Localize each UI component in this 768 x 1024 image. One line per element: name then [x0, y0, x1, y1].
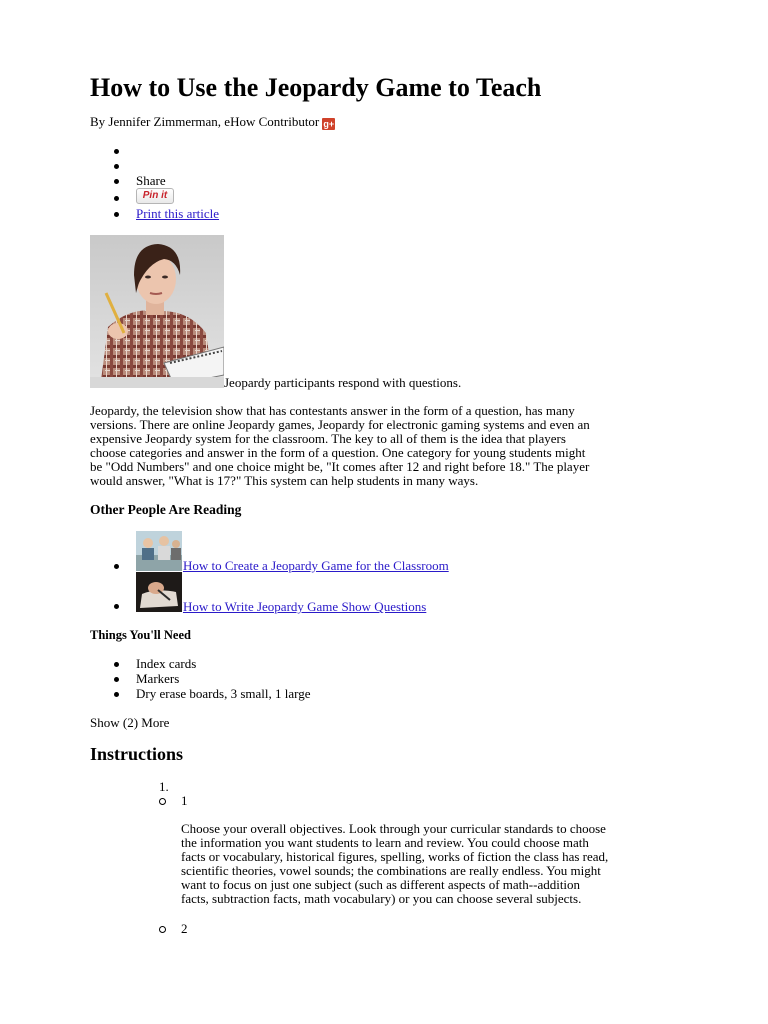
related-list-bullet [114, 604, 119, 609]
related-article-link[interactable]: How to Create a Jeopardy Game for the Classroom [183, 558, 449, 573]
needs-list-item: Markers [136, 671, 180, 686]
step-text: Choose your overall objectives. Look through your curricular standards to choose the information you want students to learn and review. You could choose math facts or vocabulary, historical figures, spelling, works of fiction the class has read, scientific theories, vowel sounds; the combinations are really endless. You might want to focus on just one subject (such as different aspects of math--addition facts, subtraction facts, math vocabulary) or you can choose several subjects. [181, 821, 609, 906]
share-list-bullet [114, 196, 119, 201]
related-article-thumbnail[interactable] [136, 531, 182, 571]
woman-with-notepad-illustration [90, 235, 224, 388]
step-number: 2 [181, 921, 188, 936]
article-intro-paragraph: Jeopardy, the television show that has contestants answer in the form of a question, has many versions. There are online Jeopardy games, Jeopardy for electronic gaming systems and even an expensive Jeopardy system for the classroom. The key to all of them is the idea that players choose categories and answer in the form of a question. One category for young students might be "Odd Numbers" and one choice might be, "It comes after 12 and right before 18." The player would answer, "What is 17?" This system can help students in many ways. [90, 403, 590, 488]
related-articles-heading: Other People Are Reading [90, 502, 242, 517]
share-list-bullet [114, 164, 119, 169]
step-bullet [159, 798, 166, 805]
things-needed-heading: Things You'll Need [90, 628, 191, 642]
step-bullet [159, 926, 166, 933]
instructions-heading: Instructions [90, 744, 184, 764]
share-list-bullet [114, 179, 119, 184]
show-more-toggle[interactable]: Show (2) More [90, 715, 170, 730]
page-title: How to Use the Jeopardy Game to Teach [90, 73, 542, 102]
image-caption: Jeopardy participants respond with questions. [224, 375, 462, 390]
author-name[interactable]: By Jennifer Zimmerman, eHow Contributor [90, 114, 320, 129]
google-plus-icon[interactable]: g+ [323, 119, 335, 129]
print-article-link[interactable]: Print this article [136, 206, 220, 221]
needs-list-bullet [114, 692, 119, 697]
classroom-photo-icon [136, 531, 182, 571]
share-list-bullet [114, 149, 119, 154]
needs-list-bullet [114, 662, 119, 667]
pinit-button[interactable]: Pin it [136, 188, 174, 204]
share-list-bullet [114, 212, 119, 217]
step-number: 1 [181, 793, 188, 808]
needs-list-bullet [114, 677, 119, 682]
byline [90, 115, 335, 130]
share-label[interactable]: Share [136, 173, 166, 188]
related-article-thumbnail[interactable] [136, 572, 182, 612]
instruction-list-number: 1. [159, 779, 169, 794]
article-hero-image [90, 235, 224, 388]
related-list-bullet [114, 564, 119, 569]
needs-list-item: Dry erase boards, 3 small, 1 large [136, 686, 311, 701]
related-article-link[interactable]: How to Write Jeopardy Game Show Questions [183, 599, 427, 614]
writing-photo-icon [136, 572, 182, 612]
needs-list-item: Index cards [136, 656, 197, 671]
